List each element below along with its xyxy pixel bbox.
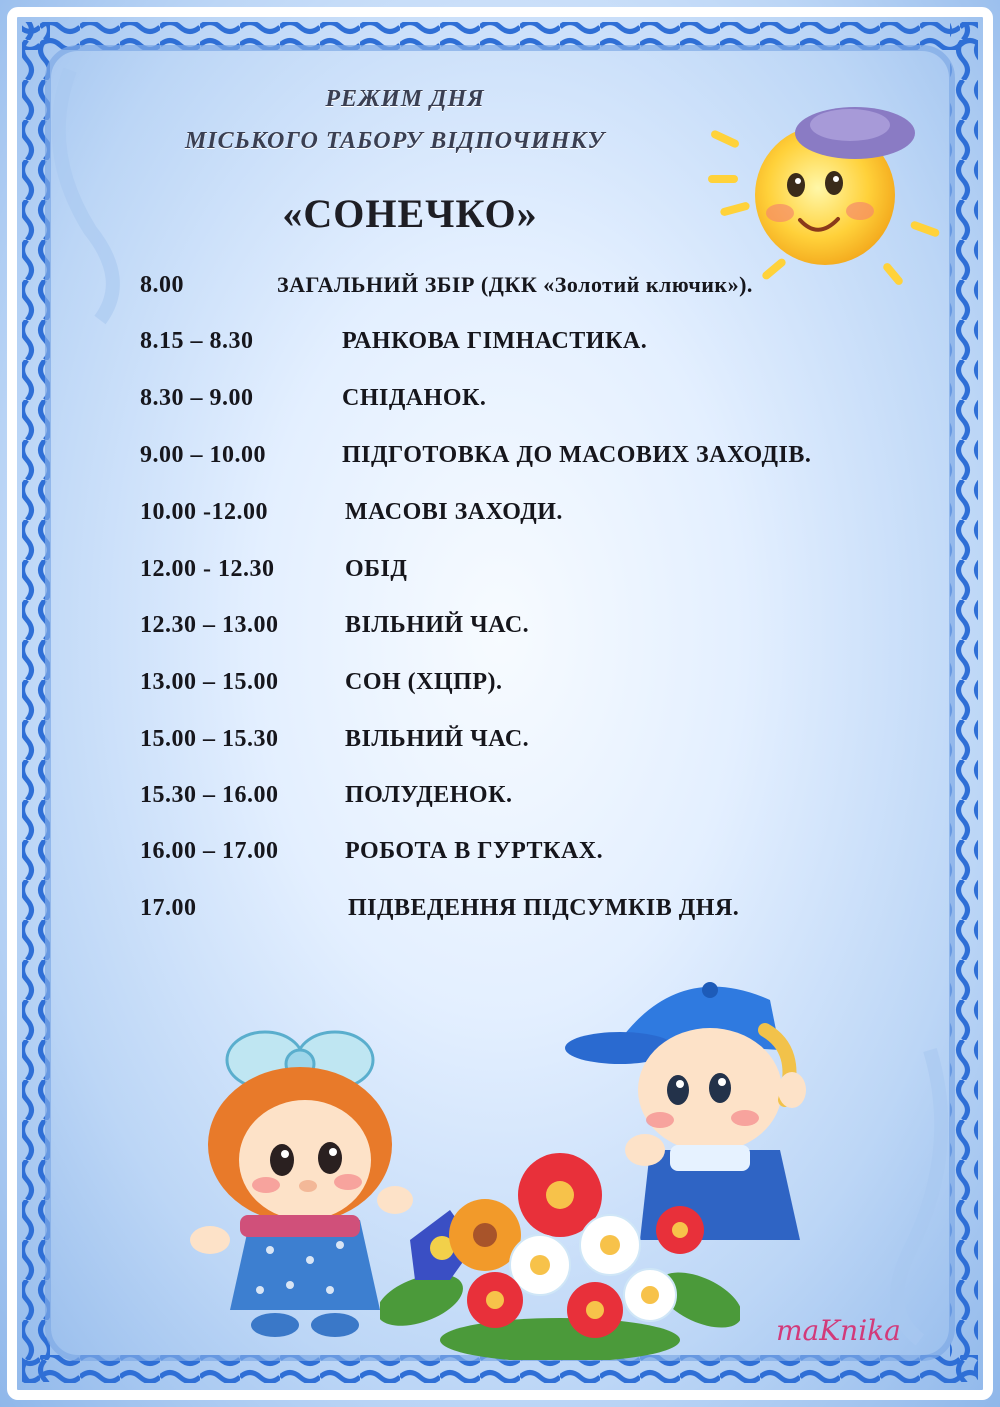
schedule-row xyxy=(0,499,1000,539)
flower-bouquet-icon xyxy=(380,1150,740,1360)
header-title-line2: МІСЬКОГО ТАБОРУ ВІДПОЧИНКУ xyxy=(184,128,606,154)
schedule-time: 8.00 xyxy=(140,272,184,298)
camp-name: «СОНЕЧКО» xyxy=(282,191,538,236)
schedule-time: 12.30 – 13.00 xyxy=(140,612,279,638)
schedule-activity: РОБОТА В ГУРТКАХ. xyxy=(345,838,604,864)
schedule-time: 12.00 - 12.30 xyxy=(140,556,275,582)
schedule-row xyxy=(0,726,1000,766)
schedule-row xyxy=(0,385,1000,425)
schedule-activity: ПІДВЕДЕННЯ ПІДСУМКІВ ДНЯ. xyxy=(348,895,740,921)
schedule-time: 9.00 – 10.00 xyxy=(140,442,266,468)
schedule-time: 16.00 – 17.00 xyxy=(140,838,279,864)
schedule-time: 15.30 – 16.00 xyxy=(140,782,279,808)
schedule-row xyxy=(0,782,1000,822)
schedule-row xyxy=(0,272,1000,312)
schedule-row xyxy=(0,328,1000,368)
schedule-row xyxy=(0,612,1000,652)
schedule-time: 13.00 – 15.00 xyxy=(140,669,279,695)
schedule-time: 10.00 -12.00 xyxy=(140,499,268,525)
schedule-time: 15.00 – 15.30 xyxy=(140,726,279,752)
schedule-activity: ПОЛУДЕНОК. xyxy=(345,782,513,808)
schedule-activity: РАНКОВА ГІМНАСТИКА. xyxy=(342,328,648,354)
schedule-activity: МАСОВІ ЗАХОДИ. xyxy=(345,499,563,525)
schedule-activity: ПІДГОТОВКА ДО МАСОВИХ ЗАХОДІВ. xyxy=(342,442,812,468)
schedule-time: 8.30 – 9.00 xyxy=(140,385,254,411)
schedule-row xyxy=(0,556,1000,596)
schedule-row xyxy=(0,669,1000,709)
schedule-time: 8.15 – 8.30 xyxy=(140,328,254,354)
header-title-line1: РЕЖИМ ДНЯ xyxy=(325,86,485,112)
schedule-activity: СОН (ХЦПР). xyxy=(345,669,503,695)
schedule-activity: ЗАГАЛЬНИЙ ЗБІР (ДКК «Золотий ключик»). xyxy=(277,272,753,297)
schedule-activity: ВІЛЬНИЙ ЧАС. xyxy=(345,612,530,638)
schedule-activity: ВІЛЬНИЙ ЧАС. xyxy=(345,726,530,752)
schedule-row xyxy=(0,895,1000,935)
schedule-row xyxy=(0,442,1000,482)
schedule-time: 17.00 xyxy=(140,895,197,921)
schedule-activity: СНІДАНОК. xyxy=(342,385,487,411)
schedule-row xyxy=(0,838,1000,878)
signature: maKnika xyxy=(776,1314,901,1347)
schedule-activity: ОБІД xyxy=(345,556,408,582)
